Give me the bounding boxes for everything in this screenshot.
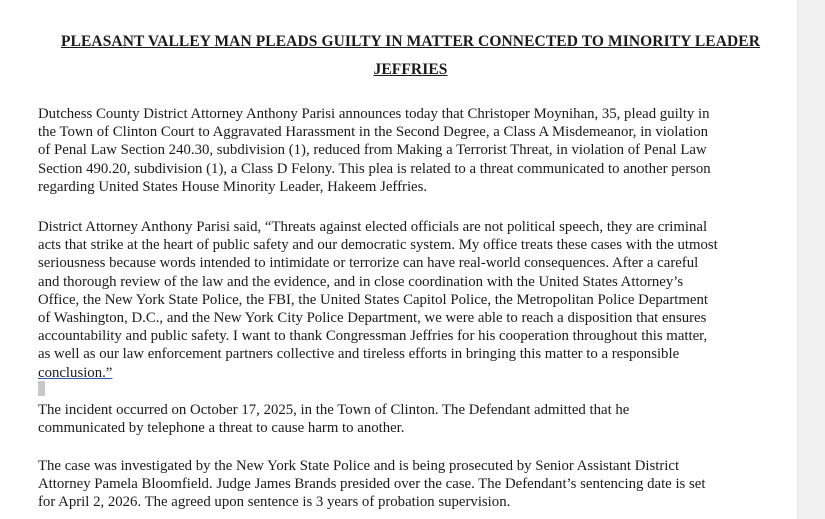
paragraph-prosecution (38, 457, 798, 512)
paragraph-line: Office, the New York State Police, the FBI, the United States Capitol Police, the Metropolitan Police Department (38, 291, 708, 308)
paragraph-line: District Attorney Anthony Parisi said, “Threats against elected officials are not political speech, they are criminal (38, 219, 708, 235)
paragraph-line: The case was investigated by the New York State Police and is being prosecuted by Senior Assistant District (38, 458, 680, 474)
paragraph-announcement (38, 105, 798, 196)
paragraph-incident (38, 401, 798, 437)
paragraph-line: seriousness because words intended to intimidate or terrorize can have real-world consequences. After a careful (38, 255, 699, 272)
paragraph-line: of Penal Law Section 240.30, subdivision (1), reduced from Making a Terrorist Threat, in violation of Penal Law (38, 142, 707, 159)
paragraph-line: Section 490.20, subdivision (1), a Class D Felony. This plea is related to a threat communicated to another person (38, 160, 711, 177)
paragraph-line: the Town of Clinton Court to Aggravated Harassment in the Second Degree, a Class A Misdemeanor, in violation (38, 124, 709, 141)
paragraph-mark-icon (38, 381, 45, 396)
paragraph-line: of Washington, D.C., and the New York City Police Department, we were able to reach a disposition that ensures (38, 309, 707, 326)
paragraph-line: The incident occurred on October 17, 2025, in the Town of Clinton. The Defendant admitted that he (38, 402, 630, 418)
paragraph-line (38, 364, 798, 382)
paragraph-line: as well as our law enforcement partners collective and tireless efforts in bringing this matter to a responsible (38, 346, 680, 363)
paragraph-line: Attorney Pamela Bloomfield. Judge James Brands presided over the case. The Defendant’s sentencing date is set (38, 476, 706, 493)
paragraph-line: regarding United States House Minority Leader, Hakeem Jeffries. (38, 178, 428, 195)
paragraph-line: for April 2, 2026. The agreed upon sentence is 3 years of probation supervision. (38, 494, 511, 511)
paragraph-line: communicated by telephone a threat to cause harm to another. (38, 420, 405, 437)
vertical-scrollbar[interactable] (797, 0, 825, 519)
quote-closing-text: conclusion.” (38, 364, 113, 381)
paragraph-line: accountability and public safety. I want to thank Congressman Jeffries for his cooperation throughout this matter, (38, 328, 708, 345)
paragraph-line: and thorough review of the law and the evidence, and in close coordination with the United States Attorney’s (38, 273, 684, 290)
headline-line-2: JEFFRIES (373, 61, 448, 78)
paragraph-quote (38, 218, 798, 382)
paragraph-line: Dutchess County District Attorney Anthony Parisi announces today that Christoper Moynihan, 35, plead guilty in (38, 106, 710, 122)
paragraph-line: acts that strike at the heart of public safety and our democratic system. My office treats these cases with the utmost (38, 237, 718, 254)
headline-line-1: PLEASANT VALLEY MAN PLEADS GUILTY IN MATTER CONNECTED TO MINORITY LEADER (60, 33, 761, 50)
